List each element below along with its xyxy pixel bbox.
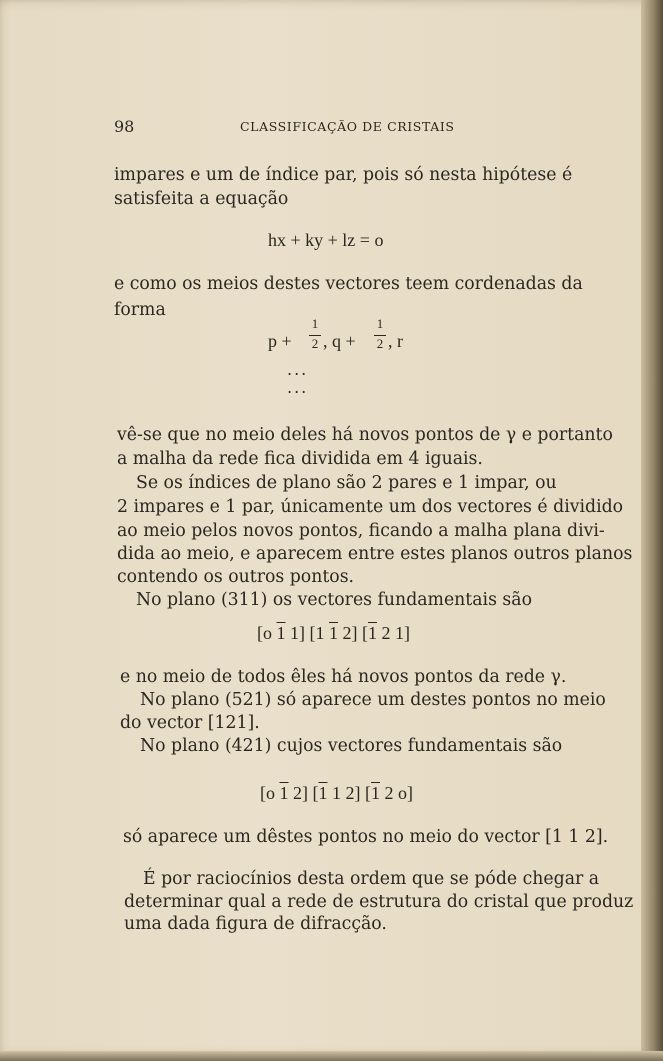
text-line: dida ao meio, e aparecem entre estes planos outros planos bbox=[117, 544, 633, 564]
ellipsis-row: ... bbox=[287, 378, 309, 397]
text-line: ao meio pelos novos pontos, ficando a malha plana divi- bbox=[117, 521, 605, 541]
text-line: uma dada figura de difracção. bbox=[124, 914, 387, 934]
page-gutter-shadow bbox=[641, 0, 663, 1061]
vector: [1 2 1] bbox=[362, 623, 410, 643]
text-line: do vector [121]. bbox=[120, 713, 260, 733]
vectors-311 bbox=[257, 622, 410, 644]
fraction-numerator: 1 bbox=[376, 316, 384, 331]
formula-q: , q + bbox=[323, 331, 356, 351]
vector: [1 1 2] bbox=[312, 783, 361, 803]
text-line: a malha da rede fica dividida em 4 iguais. bbox=[117, 449, 483, 469]
text-line: No plano (421) cujos vectores fundamentais são bbox=[140, 736, 563, 756]
fraction-denominator: 2 bbox=[311, 336, 319, 351]
formula-r: , r bbox=[388, 331, 403, 351]
vector: [1 1 2] bbox=[309, 623, 358, 643]
fraction-denominator: 2 bbox=[376, 336, 384, 351]
text-line: satisfeita a equação bbox=[114, 189, 289, 209]
vector: [o 1 2] bbox=[260, 783, 308, 803]
fraction-numerator: 1 bbox=[311, 316, 319, 331]
vector: [1 2 o] bbox=[365, 783, 413, 803]
text-line: vê-se que no meio deles há novos pontos de γ e portanto bbox=[117, 425, 613, 445]
text-line: No plano (521) só aparece um destes pontos no meio bbox=[140, 690, 606, 710]
vectors-421 bbox=[260, 782, 413, 804]
text-line: Se os índices de plano são 2 pares e 1 impar, ou bbox=[136, 473, 557, 493]
page-bottom-edge bbox=[0, 1051, 663, 1061]
formula-p: p + bbox=[268, 331, 292, 351]
text-line: só aparece um dêstes pontos no meio do vector [1 1 2]. bbox=[123, 827, 609, 847]
vector: [o 1 1] bbox=[257, 623, 305, 643]
text-line: e como os meios destes vectores teem cordenadas da bbox=[114, 274, 583, 294]
text-line: É por raciocínios desta ordem que se póde chegar a bbox=[143, 869, 600, 889]
running-title: CLASSIFICAÇÃO DE CRISTAIS bbox=[240, 119, 455, 134]
ellipsis-row: ... bbox=[287, 360, 309, 379]
text-line: determinar qual a rede de estrutura do cristal que produz bbox=[124, 892, 634, 912]
page-number: 98 bbox=[114, 117, 135, 136]
equation-plane: hx + ky + lz = o bbox=[268, 230, 384, 250]
text-line: 2 impares e 1 par, únicamente um dos vectores é dividido bbox=[117, 497, 624, 517]
text-line: contendo os outros pontos. bbox=[117, 567, 355, 587]
text-line: No plano (311) os vectores fundamentais são bbox=[136, 590, 533, 610]
text-line: e no meio de todos êles há novos pontos da rede γ. bbox=[120, 667, 567, 687]
text-line: impares e um de índice par, pois só nesta hipótese é bbox=[114, 165, 573, 185]
text-line: forma bbox=[114, 300, 166, 320]
